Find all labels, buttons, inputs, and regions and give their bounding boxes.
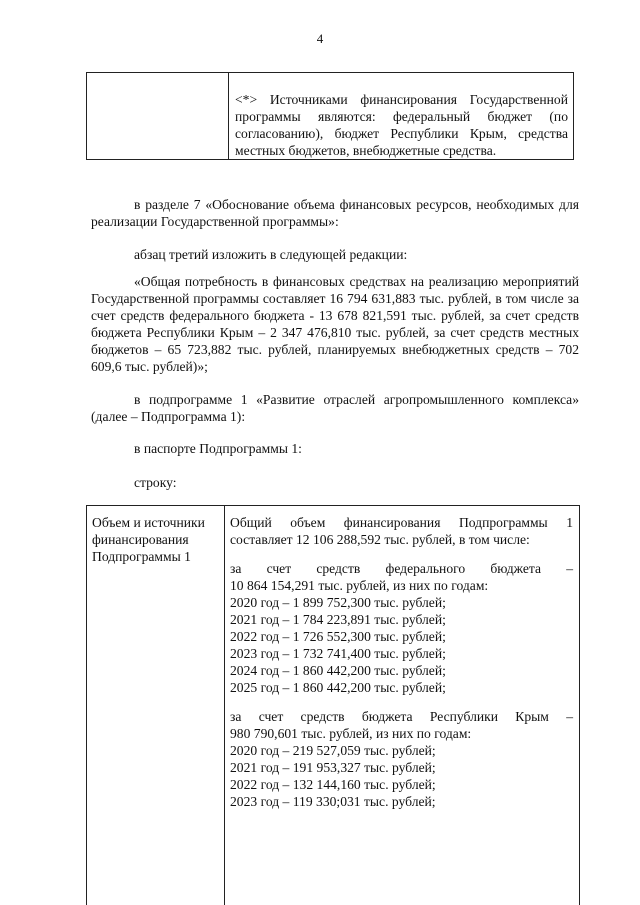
funding-sources-note: <*> Источниками финансирования Государственной программы являются: федеральный бюджет (по согласованию), бюджет Республики Крым, средства местных бюджетов, внебюджетные средства. [235,92,568,158]
list-item: 2020 год – 219 527,059 тыс. рублей; [230,743,436,758]
table-divider [228,73,229,159]
table-divider [224,506,225,905]
federal-total: 10 864 154,291 тыс. рублей, из них по годам: [230,578,489,593]
list-item: 2021 год – 1 784 223,891 тыс. рублей; [230,612,446,627]
paragraph-stroku: строку: [134,475,177,490]
list-item: 2022 год – 132 144,160 тыс. рублей; [230,777,436,792]
list-item: 2021 год – 191 953,327 тыс. рублей; [230,760,436,775]
list-item: 2023 год – 119 330;031 тыс. рублей; [230,794,436,809]
row-label: Объем и источники финансирования Подпрограммы 1 [92,515,205,564]
page-number: 4 [316,31,324,46]
list-item: 2023 год – 1 732 741,400 тыс. рублей; [230,646,446,661]
paragraph-abzac: абзац третий изложить в следующей редакции: [134,247,408,262]
list-item: 2022 год – 1 726 552,300 тыс. рублей; [230,629,446,644]
crimea-intro: за счет средств бюджета Республики Крым – [230,709,573,724]
list-item: 2024 год – 1 860 442,200 тыс. рублей; [230,663,446,678]
total-funding-text: Общий объем финансирования Подпрограммы 1 составляет 12 106 288,592 тыс. рублей, в том числе: [230,515,573,547]
list-item: 2025 год – 1 860 442,200 тыс. рублей; [230,680,446,695]
paragraph-passport: в паспорте Подпрограммы 1: [134,441,302,456]
row-value [230,514,573,810]
funding-sources-table [86,72,574,160]
crimea-total: 980 790,601 тыс. рублей, из них по годам: [230,726,472,741]
federal-intro: за счет средств федерального бюджета – [230,561,573,576]
paragraph-total-need: «Общая потребность в финансовых средствах на реализацию мероприятий Государственной программы составляет 16 794 631,883 тыс. рублей, в том числе за счет средств федерального бюджета - 13 678 821,591 тыс. рублей, за счет средств бюджета Республики Крым – 2 347 476,810 тыс. рублей, за счет средств местных бюджетов – 65 723,882 тыс. рублей, планируемых внебюджетных средств – 702 609,6 тыс. рублей)»; [91,274,579,374]
paragraph-section-7: в разделе 7 «Обоснование объема финансовых ресурсов, необходимых для реализации Государственной программы»: [91,197,579,229]
paragraph-subprogram-1: в подпрограмме 1 «Развитие отраслей агропромышленного комплекса» (далее – Подпрограмма 1): [91,392,579,424]
subprogram-funding-table [86,505,580,905]
list-item: 2020 год – 1 899 752,300 тыс. рублей; [230,595,446,610]
